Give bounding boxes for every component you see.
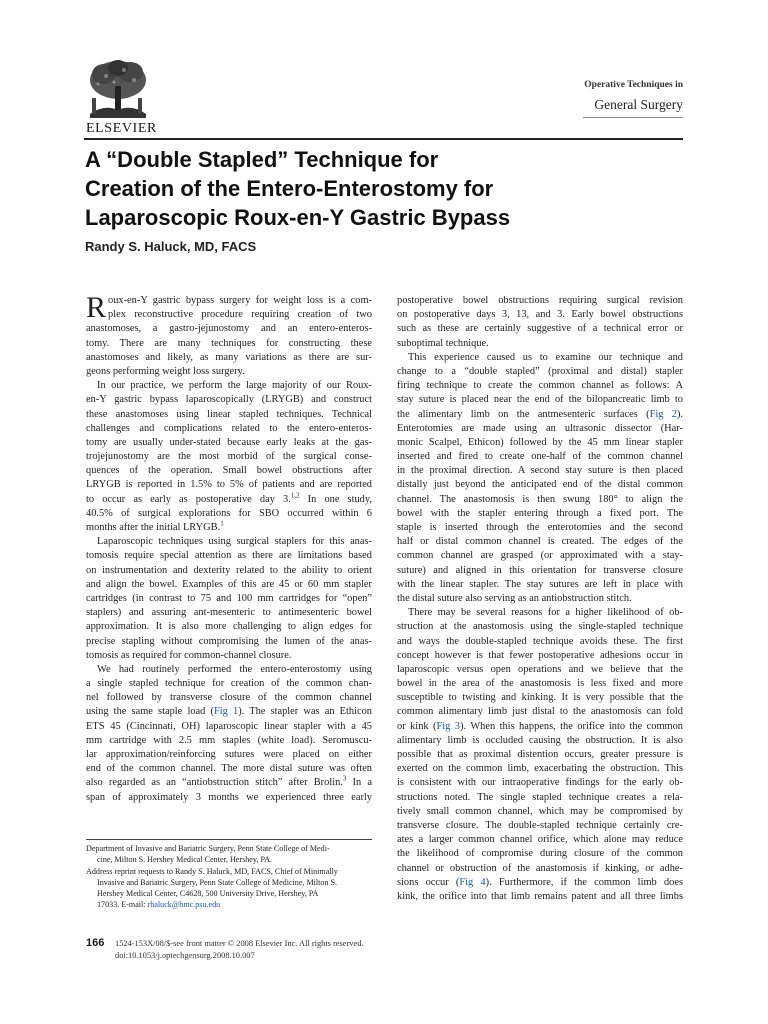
body-line [397, 720, 683, 734]
body-column-right [397, 294, 683, 904]
body-line: Enterotomies are made using an ultrasonic dissector (Har- [397, 422, 683, 434]
body-text: or kink ( [397, 720, 437, 732]
body-line: tomosis as required for common-channel closure. [86, 649, 292, 661]
body-line: This experience caused us to examine our technique and [408, 351, 683, 363]
body-line: exerted on the common limb, exacerbating the obstruction. This [397, 763, 683, 775]
journal-rule [583, 117, 683, 118]
body-line: susceptible to twisting and kinking. It is very possible that the [397, 692, 683, 704]
body-line: span of approximately 3 months we experienced three early [86, 791, 372, 803]
body-line: common channel are grasped (or approximated with a stay- [397, 550, 683, 562]
body-line: nel followed by transverse closure of the common channel [86, 692, 372, 704]
body-line: with the linear stapler. The stay sutures are left in place with [397, 578, 683, 590]
body-line: geons performing weight loss surgery. [86, 365, 245, 377]
body-line: distally just beyond the anticipated end of the distal common [397, 479, 683, 491]
body-line [86, 521, 372, 535]
body-line: transverse closure. The double-stapled technique certainly cre- [397, 819, 683, 831]
body-line: bowel with the stapler entering through a fixed port. The [397, 507, 683, 519]
body-text: oux-en-Y gastric bypass surgery for weight loss is a com- [108, 295, 372, 306]
body-line: suture) and aligned in this orientation for transverse closure [397, 564, 683, 576]
figure-4-link[interactable]: Fig 4 [459, 876, 486, 888]
citation-sup: 3 [342, 774, 347, 783]
footnote-rule [86, 839, 372, 840]
body-line: challenges and complications related to the entero-enteros- [86, 422, 372, 434]
footnote-text: 17033. E-mail: [97, 900, 148, 910]
body-line: There may be several reasons for a higher likelihood of ob- [408, 607, 683, 619]
body-line: 40.5% of surgical explorations for SBO occurred within 6 [86, 507, 372, 519]
body-line: on instrumentation and dexterity related to the ability to orient [86, 564, 372, 576]
body-line: inserted and fired to create one-half of the common channel [397, 451, 683, 463]
figure-2-link[interactable]: Fig 2 [649, 408, 677, 420]
body-text: In a [346, 777, 372, 789]
footnote-line: Invasive and Bariatric Surgery, Penn State College of Medicine, Milton S. [97, 877, 338, 887]
body-line: cartridges (in contrast to 75 and 100 mm cartridges for “open” [86, 592, 372, 604]
body-line [397, 408, 683, 422]
body-line: tively small common channel, which may be compromised by [397, 805, 683, 817]
body-text: In one study, [299, 493, 372, 505]
body-line: a single stapled technique for creation of the common chan- [86, 678, 372, 690]
body-line: channel. The anastomosis is then swung 180° to align the [397, 493, 683, 505]
body-line: laparoscopic versus open operations and we believe that the [397, 663, 683, 675]
body-text: ). The stapler was an Ethicon [238, 706, 373, 718]
body-line: in the proximal direction. A second stay suture is then placed [397, 465, 683, 477]
body-line: possible that as proximal distention occurs, greater pressure is [397, 749, 683, 760]
body-line: on postoperative days 3, 13, and 3. Early bowel obstructions [397, 309, 683, 321]
body-line [86, 705, 372, 719]
elsevier-tree-logo [84, 58, 154, 120]
body-line [397, 876, 683, 890]
title-line: A “Double Stapled” Technique for [85, 147, 439, 172]
footnote-line: Department of Invasive and Bariatric Surgery, Penn State College of Medi- [86, 844, 330, 853]
footnote-line [86, 899, 372, 910]
title-line: Creation of the Entero-Enterostomy for [85, 176, 494, 201]
body-line: is consistent with our intraoperative findings for the early ob- [397, 777, 683, 789]
body-line: common alimentary limb just distal to the anastomosis can fold [397, 706, 683, 718]
body-line: concept however is that fewer postoperative adhesions occur in [397, 649, 683, 661]
body-line: half or distal common channel is created. The edges of the [397, 536, 683, 548]
figure-1-link[interactable]: Fig 1 [213, 706, 239, 718]
citation-sup: 1,2 [290, 491, 300, 500]
body-line: structions noted. The single stapled technique creates a rela- [397, 791, 683, 803]
body-text: using the same staple load ( [86, 706, 214, 718]
body-line [86, 493, 372, 507]
body-line: the distal suture also serving as an antiobstruction stitch. [397, 592, 632, 604]
body-line: and align the bowel. Examples of this are 45 or 60 mm stapler [86, 578, 372, 590]
body-line: en-Y gastric bypass laparoscopically (LRYGB) and construct [86, 394, 372, 406]
body-line: precise stapling without compromising the lumen of the anas- [86, 635, 372, 647]
body-line: alimentary limb is occluded causing the obstruction. It is also [397, 734, 683, 746]
body-line: such as these are certainly suggestive of a technical error or [397, 323, 683, 335]
article-title [85, 145, 685, 232]
body-line: postoperative bowel obstructions requiring surgical revision [397, 295, 683, 306]
body-line: firing technique to create the common channel as follows: A [397, 380, 683, 392]
body-line: stay suture is placed near the end of the bilopancreatic limb to [397, 394, 683, 406]
body-line: change to a “double stapled” (proximal and distal) stapler [397, 365, 683, 377]
journal-name: General Surgery [594, 97, 683, 112]
page-number: 166 [86, 937, 105, 949]
body-line: LRYGB is reported in 1.5% to 5% of patients and are reported [86, 479, 372, 491]
body-text: to occur as early as postoperative day 3. [86, 493, 291, 505]
body-line: We had routinely performed the entero-enterostomy using [97, 663, 372, 675]
drop-cap: R [86, 291, 107, 324]
body-line: kink, the orifice into that limb remains patent and all three limbs [397, 890, 683, 902]
copyright-line: 1524-153X/08/$-see front matter © 2008 Elsevier Inc. All rights reserved. [115, 939, 364, 948]
body-text: months after the initial LRYGB. [86, 522, 221, 533]
body-line: suboptimal technique. [397, 337, 489, 349]
body-line: anastomoses, a gastro-jejunostomy and an entero-enteros- [86, 323, 372, 335]
page-footer [115, 938, 363, 961]
body-line: channel or obstruction of the anastomosis if kinking, or adhe- [397, 862, 683, 874]
title-line: Laparoscopic Roux-en-Y Gastric Bypass [85, 205, 511, 230]
header-rule [84, 138, 683, 140]
figure-3-link[interactable]: Fig 3 [436, 720, 461, 732]
body-line: In our practice, we perform the large majority of our Roux- [97, 380, 372, 392]
body-line: anastomoses and likely, as many variations as there are sur- [86, 351, 372, 363]
body-text: the alimentary limb on the antmesenteric surfaces ( [397, 408, 650, 420]
publisher-name: ELSEVIER [86, 121, 157, 136]
body-line: tomy. There are many techniques for constructing these [86, 337, 372, 349]
body-line: the likelihood of compromise during closure of the common [397, 848, 683, 860]
body-line: and ways the double-stapled technique avoids these. The first [397, 635, 683, 647]
citation-sup: 1 [220, 519, 224, 528]
body-text: ). Furthermore, if the common limb does [485, 876, 683, 888]
body-line: ETS 45 (Cincinnati, OH) laparoscopic linear stapler with a 45 [86, 720, 372, 732]
email-link[interactable]: rhaluck@hmc.psu.edu [147, 900, 221, 910]
body-line: lar approximation/reinforcing sutures were placed on either [86, 749, 372, 760]
body-line: Laparoscopic techniques using surgical staplers for this anas- [97, 536, 372, 548]
body-line: these anastomoses using linear stapled techniques. Technical [86, 408, 372, 420]
footnote-line: Hershey Medical Center, C4628, 500 University Drive, Hershey, PA [97, 889, 319, 899]
body-line: trojejunostomy are the most morbid of the surgical conse- [86, 451, 372, 463]
body-line: bowel in the area of the anastomosis is less fixed and more [397, 678, 683, 690]
body-line: monic Scalpel, Ethicon) followed by the 45 mm linear stapler [397, 436, 683, 448]
footnote-line: cine, Milton S. Hershey Medical Center, Hershey, PA. [97, 855, 273, 865]
journal-masthead [584, 80, 683, 113]
body-line: approximation. It is also more challenging to align edges for [86, 621, 372, 633]
body-line: mm cartridge with 2.5 mm staples (white load). Seromuscu- [86, 734, 372, 746]
body-line: tomosis require special attention as there are limitations based [86, 550, 372, 562]
body-text: also regarded as an “antiobstruction stitch” after Brolin. [86, 777, 343, 789]
journal-series: Operative Techniques in [584, 80, 683, 90]
body-text: ). When this happens, the orifice into the common [460, 720, 683, 732]
body-text: ). [676, 408, 683, 420]
body-line: staplers) and assuring ant-mesenteric to antimesenteric bowel [86, 607, 372, 619]
doi-line: doi:10.1053/j.optechgensurg.2008.10.007 [115, 950, 255, 960]
body-line: staple is inserted through the enterotomies and the second [397, 522, 683, 533]
body-line: end of the common channel. The more distal suture was often [86, 763, 372, 775]
body-line: ates a larger common channel orifice, which alone may reduce [397, 834, 683, 846]
body-text: sions occur ( [397, 876, 460, 888]
footnote-line: Address reprint requests to Randy S. Haluck, MD, FACS, Chief of Minimally [86, 866, 338, 876]
author-line: Randy S. Haluck, MD, FACS [85, 239, 257, 254]
body-line: quences of the operation. Small bowel obstructions after [86, 465, 372, 477]
body-column-left [86, 291, 373, 805]
author-footnote [86, 843, 372, 911]
body-line: plex reconstructive procedure requiring creation of two [108, 309, 372, 321]
body-line: tomy are usually under-stated because early leaks at the gas- [86, 436, 372, 448]
body-line: struction at the anastomosis using the single-stapled technique [397, 621, 683, 633]
body-line [86, 776, 372, 790]
